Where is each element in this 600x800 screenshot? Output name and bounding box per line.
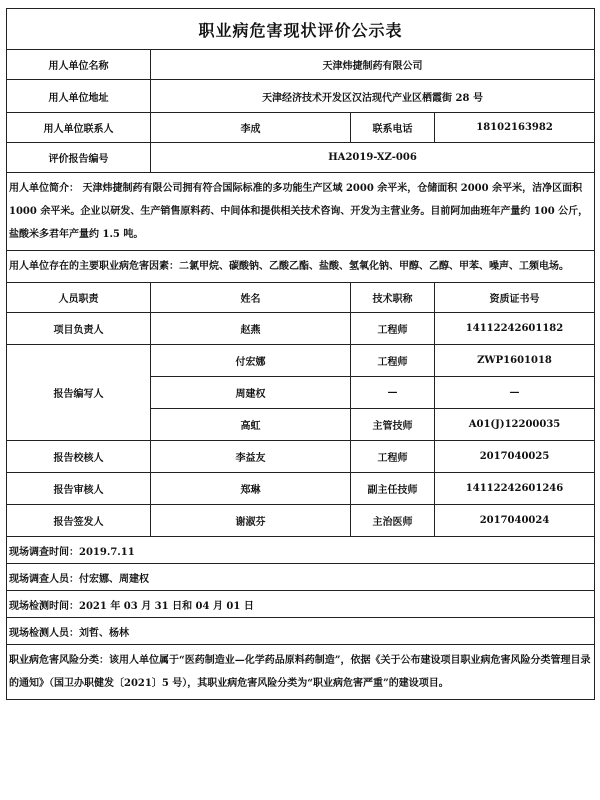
staff-name: 谢淑芬 bbox=[151, 505, 351, 537]
hazard-factors-label: 用人单位存在的主要职业病危害因素： bbox=[9, 261, 179, 272]
table-row bbox=[7, 313, 595, 345]
staff-title: — bbox=[351, 377, 435, 409]
table-row bbox=[7, 345, 595, 377]
role-report-reviewer: 报告审核人 bbox=[7, 473, 151, 505]
employer-name: 天津炜捷制药有限公司 bbox=[151, 50, 595, 80]
role-project-lead: 项目负责人 bbox=[7, 313, 151, 345]
contact-label: 用人单位联系人 bbox=[7, 113, 151, 143]
risk-classification-label: 职业病危害风险分类： bbox=[9, 655, 109, 666]
col-header-role: 人员职责 bbox=[7, 283, 151, 313]
staff-header-row bbox=[7, 283, 595, 313]
survey-people-label: 现场调查人员： bbox=[9, 573, 79, 585]
role-report-issuer: 报告签发人 bbox=[7, 505, 151, 537]
employer-address-label: 用人单位地址 bbox=[7, 80, 151, 113]
employer-intro bbox=[7, 173, 595, 251]
staff-name: 赵燕 bbox=[151, 313, 351, 345]
staff-cert: 2017040024 bbox=[435, 505, 595, 537]
testing-people-value: 刘哲、杨林 bbox=[79, 627, 129, 639]
risk-classification bbox=[7, 645, 595, 700]
staff-title: 副主任技师 bbox=[351, 473, 435, 505]
staff-cert: 14112242601182 bbox=[435, 313, 595, 345]
staff-name: 郑琳 bbox=[151, 473, 351, 505]
disclosure-form bbox=[6, 8, 594, 700]
role-report-checker: 报告校核人 bbox=[7, 441, 151, 473]
testing-time-label: 现场检测时间： bbox=[9, 600, 79, 612]
phone-label: 联系电话 bbox=[351, 113, 435, 143]
phone-number: 18102163982 bbox=[435, 113, 595, 143]
testing-time-value: 2021 年 03 月 31 日和 04 月 01 日 bbox=[79, 600, 254, 612]
testing-time bbox=[7, 591, 595, 618]
staff-title: 工程师 bbox=[351, 313, 435, 345]
staff-title: 工程师 bbox=[351, 441, 435, 473]
col-header-title: 技术职称 bbox=[351, 283, 435, 313]
staff-name: 李益友 bbox=[151, 441, 351, 473]
hazard-factors bbox=[7, 251, 595, 283]
evaluation-table bbox=[6, 8, 595, 700]
survey-time-label: 现场调查时间： bbox=[9, 546, 79, 558]
employer-name-label: 用人单位名称 bbox=[7, 50, 151, 80]
role-report-writer: 报告编写人 bbox=[7, 345, 151, 441]
staff-cert: A01(J)12200035 bbox=[435, 409, 595, 441]
report-number: HA2019-XZ-006 bbox=[151, 143, 595, 173]
staff-name: 高虹 bbox=[151, 409, 351, 441]
table-row bbox=[7, 441, 595, 473]
testing-people-label: 现场检测人员： bbox=[9, 627, 79, 639]
staff-cert: ZWP1601018 bbox=[435, 345, 595, 377]
staff-title: 主管技师 bbox=[351, 409, 435, 441]
staff-title: 主治医师 bbox=[351, 505, 435, 537]
form-title: 职业病危害现状评价公示表 bbox=[7, 9, 595, 50]
testing-people bbox=[7, 618, 595, 645]
staff-name: 周建权 bbox=[151, 377, 351, 409]
staff-title: 工程师 bbox=[351, 345, 435, 377]
report-number-label: 评价报告编号 bbox=[7, 143, 151, 173]
employer-intro-label: 用人单位简介： bbox=[9, 183, 79, 194]
employer-address: 天津经济技术开发区汉沽现代产业区栖霞街 28 号 bbox=[151, 80, 595, 113]
employer-intro-text: 天津炜捷制药有限公司拥有符合国际标准的多功能生产区域 2000 余平米，仓储面积 2000 余平米，洁净区面积 1000 余平米。企业以研发、生产销售原料药、中间体和提供相关技术咨询、开发为主营业务。目前阿加曲班年产量约 100 公斤，盐酸米多君年产量约 1.5 吨。 bbox=[9, 183, 589, 240]
survey-time-value: 2019.7.11 bbox=[79, 546, 135, 558]
col-header-cert: 资质证书号 bbox=[435, 283, 595, 313]
staff-cert: — bbox=[435, 377, 595, 409]
risk-classification-text: 该用人单位属于“医药制造业—化学药品原料药制造”，依据《关于公布建设项目职业病危害风险分类管理目录的通知》（国卫办职健发〔2021〕5 号），其职业病危害风险分类为“职业病危害严重”的建设项目。 bbox=[9, 655, 591, 689]
col-header-name: 姓名 bbox=[151, 283, 351, 313]
survey-people bbox=[7, 564, 595, 591]
survey-people-value: 付宏娜、周建权 bbox=[79, 573, 149, 585]
table-row bbox=[7, 505, 595, 537]
survey-time bbox=[7, 537, 595, 564]
contact-name: 李成 bbox=[151, 113, 351, 143]
hazard-factors-text: 二氯甲烷、碳酸钠、乙酸乙酯、盐酸、氢氧化钠、甲醇、乙醇、甲苯、噪声、工频电场。 bbox=[179, 261, 569, 272]
staff-cert: 14112242601246 bbox=[435, 473, 595, 505]
staff-name: 付宏娜 bbox=[151, 345, 351, 377]
staff-cert: 2017040025 bbox=[435, 441, 595, 473]
table-row bbox=[7, 473, 595, 505]
